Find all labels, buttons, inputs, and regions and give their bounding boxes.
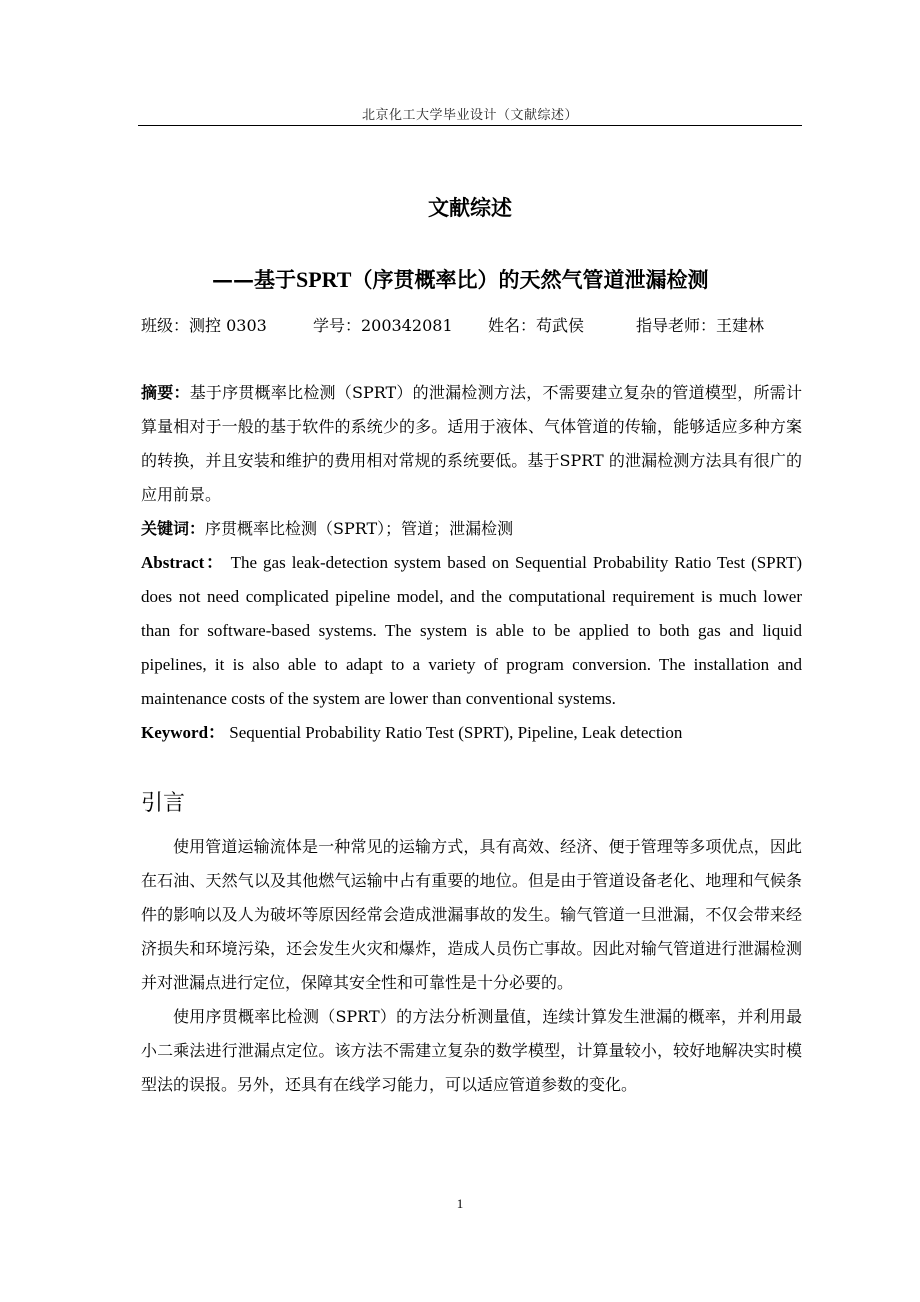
keywords-en-label: Keyword：: [141, 723, 226, 742]
chinese-keywords: [141, 512, 802, 546]
page-number: 1: [456, 1196, 464, 1211]
subtitle-prefix: ——基于: [212, 267, 296, 292]
english-abstract: [141, 546, 802, 716]
keywords-cn-text: 序贯概率比检测（SPRT）；管道；泄漏检测: [205, 519, 514, 538]
subtitle-suffix: （序贯概率比）的天然气管道泄漏检测: [351, 267, 709, 292]
header-divider: [138, 125, 802, 126]
introduction-paragraph: 使用序贯概率比检测（SPRT）的方法分析测量值，连续计算发生泄漏的概率，并利用最小二乘法进行泄漏点定位。该方法不需建立复杂的数学模型，计算量较小，较好地解决实时模型法的误报。另外，还具有在线学习能力，可以适应管道参数的变化。: [141, 1007, 802, 1094]
keywords-en-text: Sequential Probability Ratio Test (SPRT), Pipeline, Leak detection: [229, 723, 683, 742]
english-keywords: [141, 716, 802, 750]
abstract-cn-text: 基于序贯概率比检测（SPRT）的泄漏检测方法，不需要建立复杂的管道模型，所需计算量相对于一般的基于软件的系统少的多。适用于液体、气体管道的传输，能够适应多种方案的转换，并且安装和维护的费用相对常规的系统要低。基于SPRT 的泄漏检测方法具有很广的应用前景。: [141, 383, 802, 504]
abstract-en-text: The gas leak-detection system based on Sequential Probability Ratio Test (SPRT) does not need complicated pipeline model, and the computational requirement is much lower than for software-based systems. The system is able to be applied to both gas and liquid pipelines, it is also able to adapt to a variety of program conversion. The installation and maintenance costs of the system are lower than conventional systems.: [141, 553, 803, 708]
abstract-cn-label: 摘要：: [141, 383, 190, 402]
introduction-paragraph: 使用管道运输流体是一种常见的运输方式，具有高效、经济、便于管理等多项优点，因此在石油、天然气以及其他燃气运输中占有重要的地位。但是由于管道设备老化、地理和气候条件的影响以及人为破坏等原因经常会造成泄漏事故的发生。输气管道一旦泄漏，不仅会带来经济损失和环境污染，还会发生火灾和爆炸，造成人员伤亡事故。因此对输气管道进行泄漏检测并对泄漏点进行定位，保障其安全性和可靠性是十分必要的。: [141, 837, 802, 992]
advisor-field: 指导老师：王建林: [636, 316, 765, 335]
author-info-line: [141, 313, 821, 336]
document-title: 文献综述: [428, 196, 512, 220]
subtitle-acronym: SPRT: [296, 267, 352, 292]
student-id-field: 学号：200342081: [313, 316, 453, 335]
running-header: 北京化工大学毕业设计（文献综述）: [361, 108, 578, 123]
class-field: 班级：测控 0303: [141, 316, 267, 335]
introduction-heading: 引言: [141, 791, 186, 816]
keywords-cn-label: 关键词：: [141, 519, 206, 538]
student-name-field: 姓名：苟武侯: [488, 316, 585, 335]
document-subtitle: [212, 264, 812, 294]
chinese-abstract: [141, 376, 802, 512]
abstract-en-label: Abstract：: [141, 553, 225, 572]
